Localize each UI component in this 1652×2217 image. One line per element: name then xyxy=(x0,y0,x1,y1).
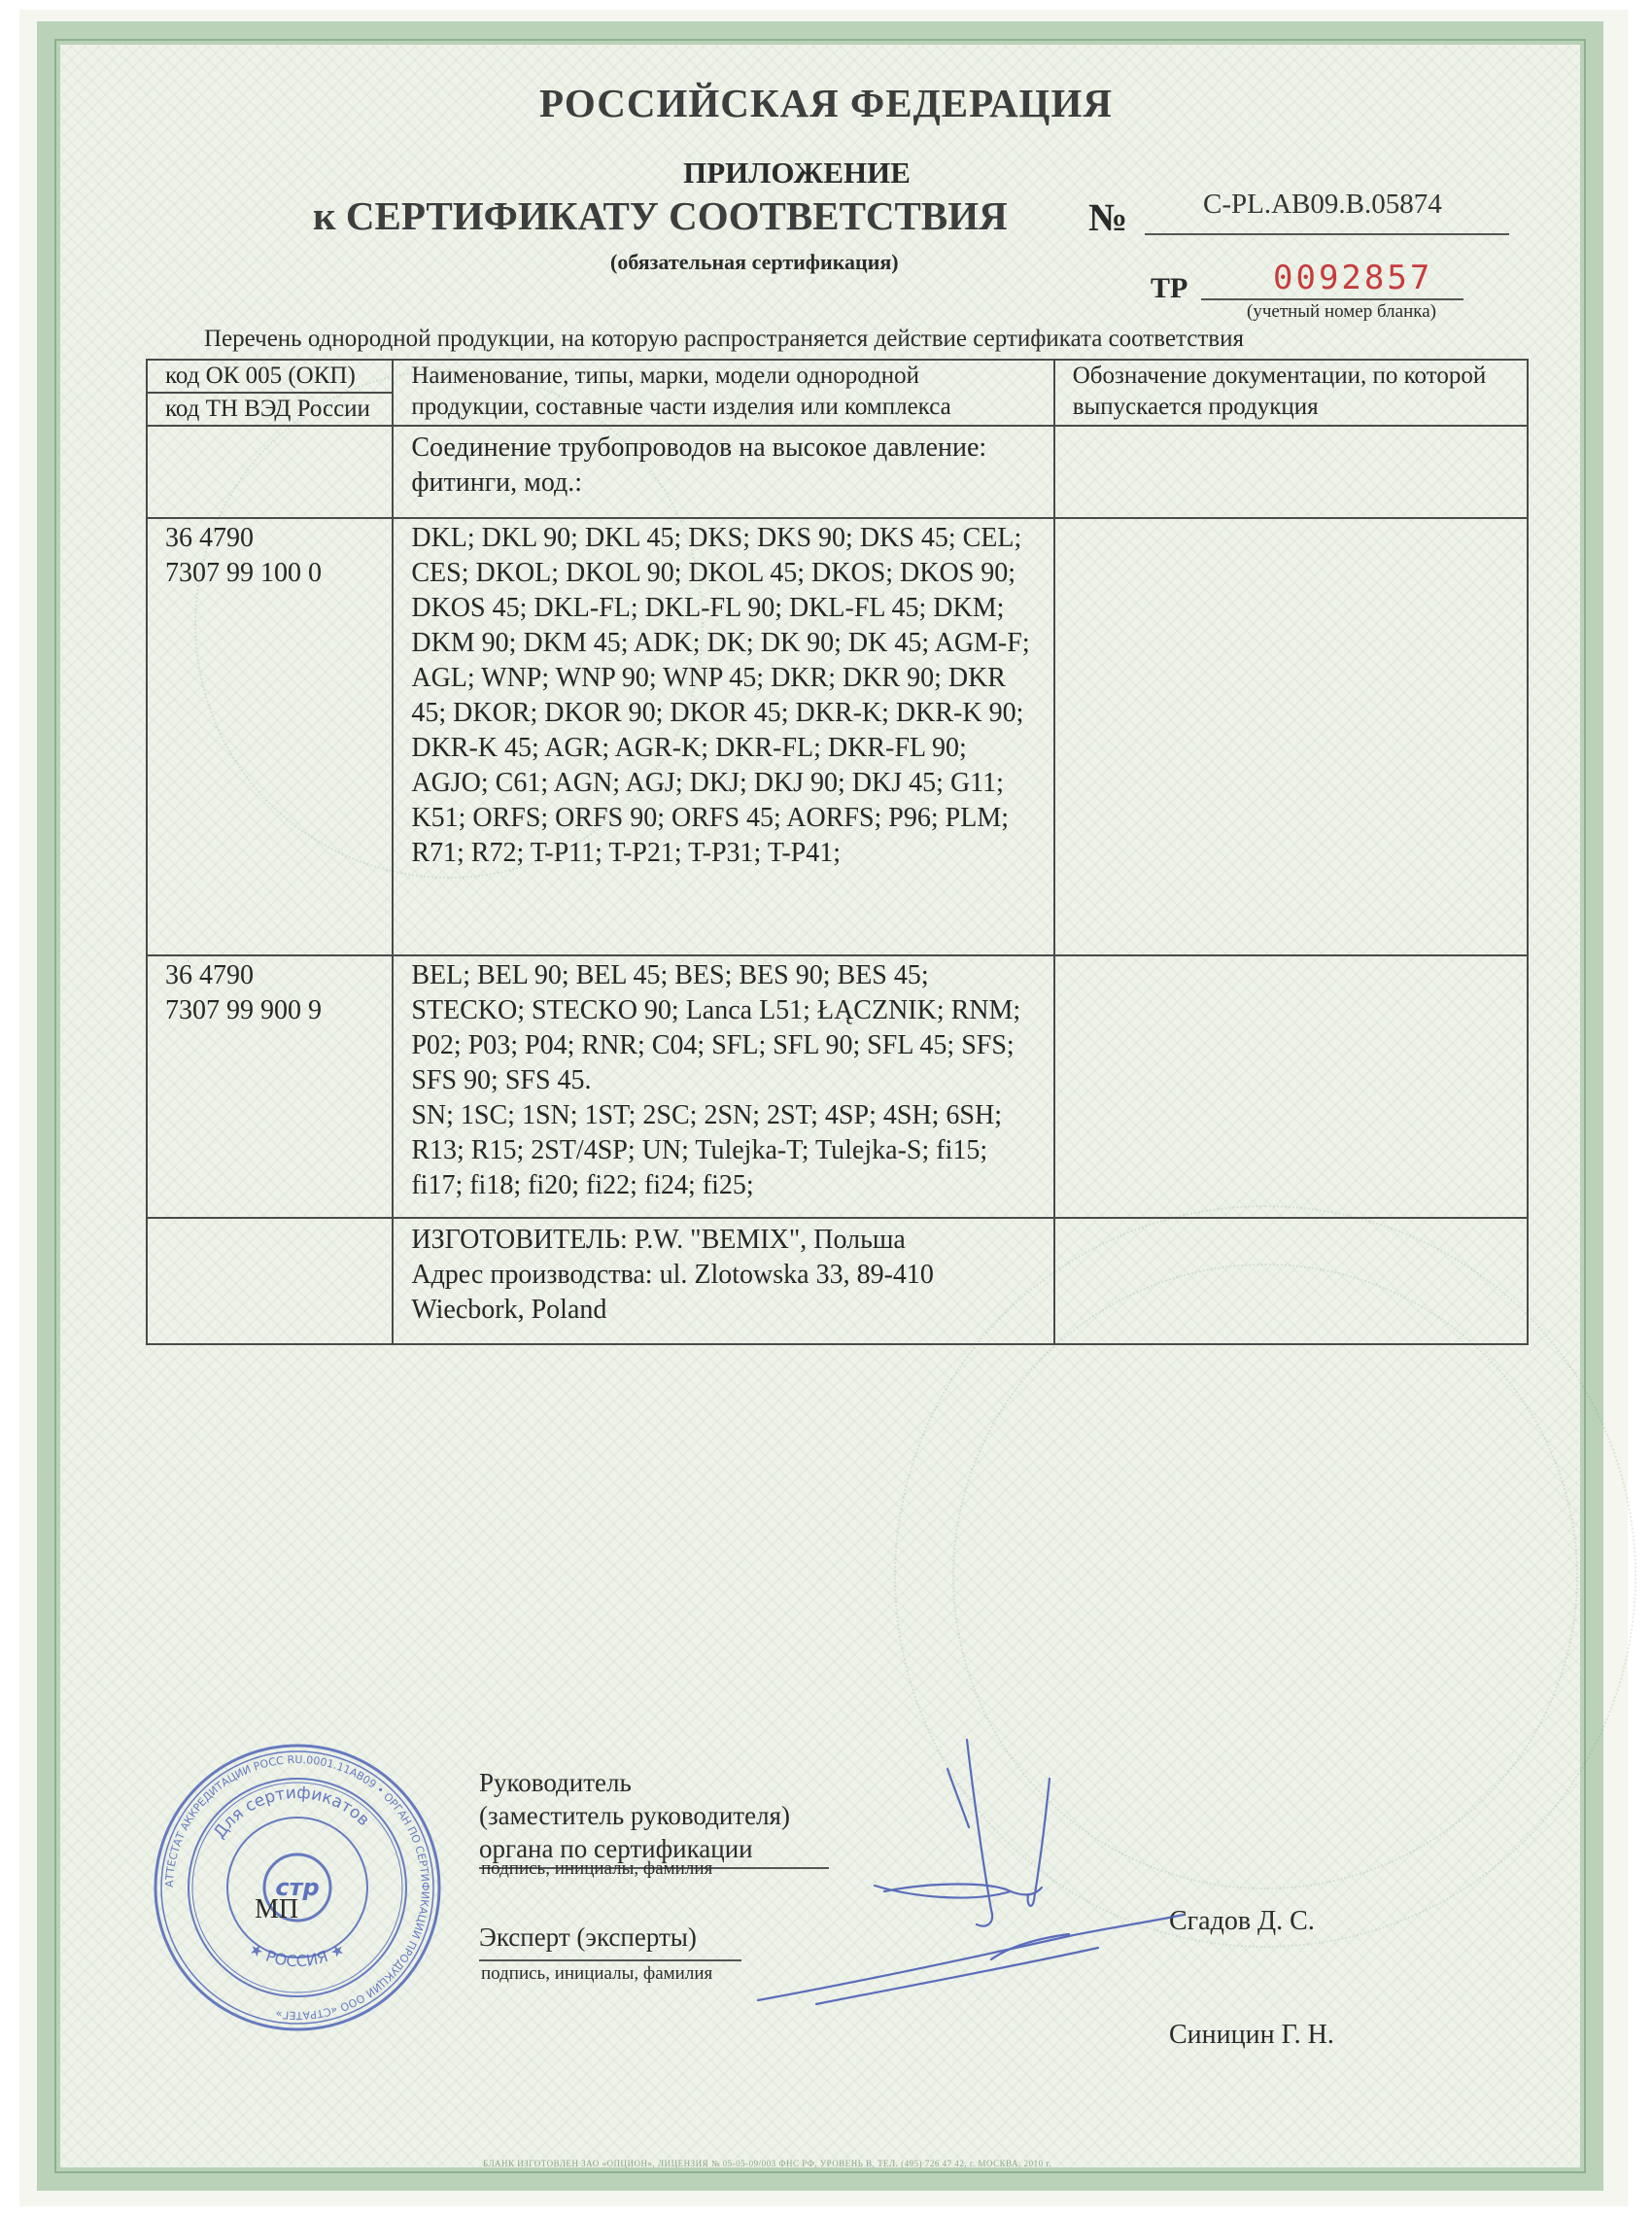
form-printer-info: БЛАНК ИЗГОТОВЛЕН ЗАО «ОПЦИОН», ЛИЦЕНЗИЯ № 05-05-09/003 ФНС РФ, УРОВЕНЬ В, ТЕЛ. (495) 726 47 42, г. МОСКВА, 2010 г. xyxy=(483,2159,1052,2168)
country-title: РОССИЙСКАЯ ФЕДЕРАЦИЯ xyxy=(539,81,1113,125)
expert-signature-caption: подпись, инициалы, фамилия xyxy=(481,1963,713,1984)
certificate-number: C-PL.AB09.B.05874 xyxy=(1203,189,1442,220)
table-header-row xyxy=(147,360,1528,426)
stamp-outer-text: АТТЕСТАТ АККРЕДИТАЦИИ РОСС RU.0001.11АВ09 • ОРГАН ПО СЕРТИФИКАЦИИ ПРОДУКЦИИ ООО «СТРАТЕГ» xyxy=(162,1752,432,2023)
table-row xyxy=(147,955,1528,1218)
table-row xyxy=(147,426,1528,518)
head-title-line3: органа по сертификации xyxy=(479,1834,753,1863)
row-codes xyxy=(147,1218,393,1344)
head-signature-caption: подпись, инициалы, фамилия xyxy=(481,1858,713,1879)
stamp-inner-text: Для сертификатов xyxy=(210,1783,374,1843)
expert-title: Эксперт (эксперты) xyxy=(479,1923,697,1952)
head-name: Сгадов Д. С. xyxy=(1169,1906,1315,1936)
header-code-tnved: код ТН ВЭД России xyxy=(148,392,392,425)
row-codes xyxy=(147,426,393,518)
row-codes: 36 4790 7307 99 900 9 xyxy=(147,955,393,1218)
expert-name: Синицин Г. Н. xyxy=(1169,2020,1334,2050)
handwritten-signature xyxy=(700,1730,1244,2022)
appendix-title: ПРИЛОЖЕНИЕ xyxy=(683,156,911,190)
product-table xyxy=(146,359,1529,1345)
header-code-cell xyxy=(147,360,393,426)
row-documentation xyxy=(1054,518,1528,955)
row-codes: 36 4790 7307 99 100 0 xyxy=(147,518,393,955)
product-list-intro: Перечень однородной продукции, на которую распространяется действие сертификата соответствия xyxy=(204,326,1244,352)
table-row xyxy=(147,518,1528,955)
stamp-logo: стр xyxy=(275,1874,320,1901)
certificate-number-underline xyxy=(1145,233,1509,235)
number-sign: № xyxy=(1088,195,1128,239)
head-title-line1: Руководитель xyxy=(479,1768,632,1797)
row-product-name: BEL; BEL 90; BEL 45; BES; BES 90; BES 45; STECKO; STECKO 90; Lanca L51; ŁĄCZNIK; RNM; P02; P03; P04; RNR; C04; SFL; SFL 90; SFL 45; SFS; SFS 90; SFS 45. SN; 1SC; 1SN; 1ST; 2SC; 2SN; 2ST; 4SP; 4SH; 6SH; R13; R15; 2ST/4SP; UN; Tulejka-T; Tulejka-S; fi15; fi17; fi18; fi20; fi22; fi24; fi25; xyxy=(393,955,1053,1218)
seal-place-label: МП xyxy=(255,1894,299,1924)
blank-number-underline xyxy=(1201,298,1463,300)
blank-number: 0092857 xyxy=(1273,259,1433,297)
header-code-okp: код ОК 005 (ОКП) xyxy=(165,363,356,389)
certificate-title: к СЕРТИФИКАТУ СООТВЕТСТВИЯ xyxy=(313,193,1008,238)
row-documentation xyxy=(1054,955,1528,1218)
table-row xyxy=(147,1218,1528,1344)
head-title-line2: (заместитель руководителя) xyxy=(479,1801,790,1830)
row-documentation xyxy=(1054,1218,1528,1344)
row-product-name: Соединение трубопроводов на высокое давление: фитинги, мод.: xyxy=(393,426,1053,518)
blank-number-caption: (учетный номер бланка) xyxy=(1247,301,1436,322)
row-product-name: DKL; DKL 90; DKL 45; DKS; DKS 90; DKS 45; CEL; CES; DKOL; DKOL 90; DKOL 45; DKOS; DKOS 90; DKOS 45; DKL-FL; DKL-FL 90; DKL-FL 45; DKM; DKM 90; DKM 45; ADK; DK; DK 90; DK 45; AGM-F; AGL; WNP; WNP 90; WNP 45; DKR; DKR 90; DKR 45; DKOR; DKOR 90; DKOR 45; DKR-K; DKR-K 90; DKR-K 45; AGR; AGR-K; DKR-FL; DKR-FL 90; AGJO; C61; AGN; AGJ; DKJ; DKJ 90; DKJ 45; G11; K51; ORFS; ORFS 90; ORFS 45; AORFS; P96; PLM; R71; R72; T-P11; T-P21; T-P31; T-P41; xyxy=(393,518,1053,955)
stamp-bottom-text: ★ РОССИЯ ★ xyxy=(246,1938,348,1971)
certification-stamp xyxy=(152,1742,443,2033)
manufacturer-info: ИЗГОТОВИТЕЛЬ: P.W. "BEMIX", Польша Адрес производства: ul. Zlotowska 33, 89-410 Wiecbork, Poland xyxy=(393,1218,1053,1344)
header-name: Наименование, типы, марки, модели однородной продукции, составные части изделия или комплекса xyxy=(393,360,1053,426)
tr-label: ТР xyxy=(1151,272,1188,304)
row-documentation xyxy=(1054,426,1528,518)
certification-type: (обязательная сертификация) xyxy=(610,250,899,274)
header-documentation: Обозначение документации, по которой выпускается продукция xyxy=(1054,360,1528,426)
